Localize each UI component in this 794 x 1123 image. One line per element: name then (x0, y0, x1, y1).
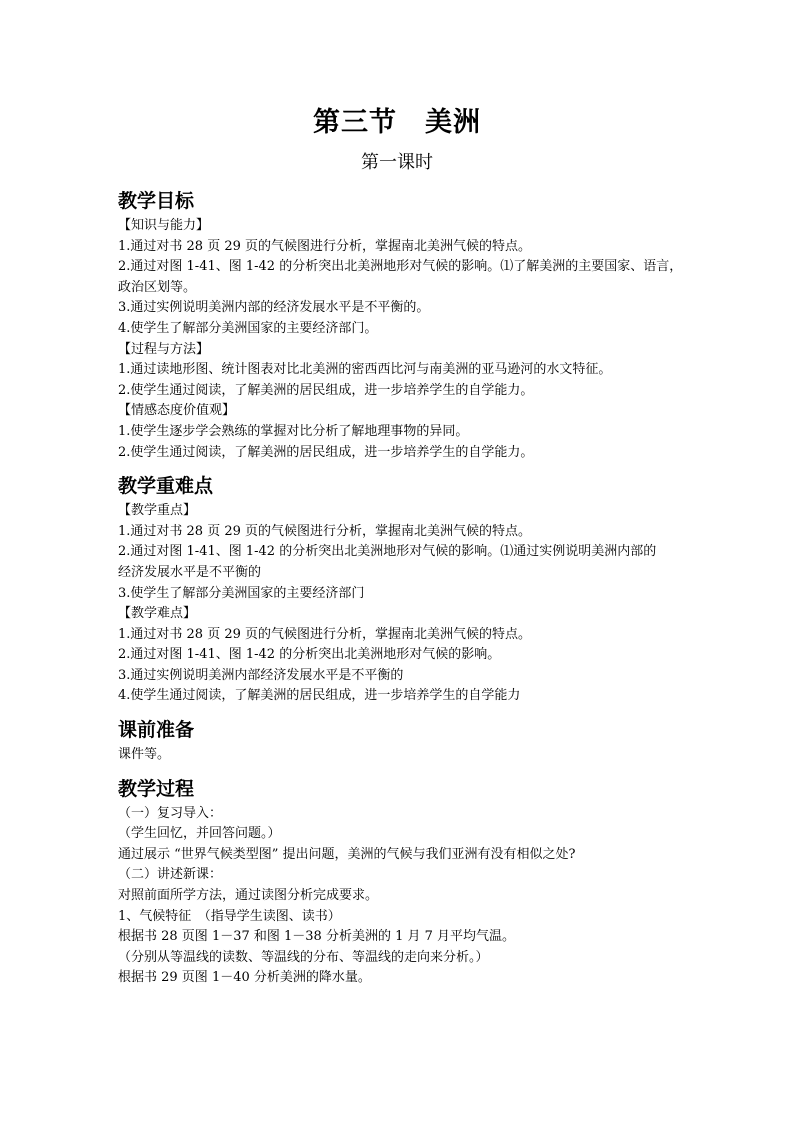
process-heading: 教学过程 (118, 777, 195, 800)
process-method-heading: 【过程与方法】 (118, 341, 210, 357)
preparation-heading: 课前准备 (118, 719, 195, 742)
focus-item-1: 1.通过对书 28 页 29 页的气候图进行分析，掌握南北美洲气候的特点。 (118, 523, 532, 539)
process-line-3: 通过展示 “世界气候类型图” 提出问题，美洲的气候与我们亚洲有没有相似之处? (118, 846, 576, 862)
attitude-item-2: 2.使学生通过阅读，了解美洲的居民组成，进一步培养学生的自学能力。 (118, 444, 534, 460)
knowledge-item-4: 4.使学生了解部分美洲国家的主要经济部门。 (118, 320, 378, 336)
document-body (118, 186, 688, 989)
key-points-heading: 教学重难点 (118, 475, 214, 498)
process-line-5: 对照前面所学方法，通过读图分析完成要求。 (118, 888, 379, 904)
focus-item-2: 2.通过对图 1-41、图 1-42 的分析突出北美洲地形对气候的影响。⑴通过实例说明美洲内部的 (118, 544, 657, 560)
difficulty-item-2: 2.通过对图 1-41、图 1-42 的分析突出北美洲地形对气候的影响。 (118, 647, 501, 663)
page-subtitle: 第一课时 (361, 152, 433, 173)
preparation-text: 课件等。 (118, 747, 171, 763)
knowledge-heading: 【知识与能力】 (118, 218, 210, 233)
process-line-7: 根据书 28 页图 1－37 和图 1－38 分析美洲的 1 月 7 月平均气温。 (118, 929, 516, 945)
process-method-item-2: 2.使学生通过阅读，了解美洲的居民组成，进一步培养学生的自学能力。 (118, 382, 534, 398)
process-line-9: 根据书 29 页图 1－40 分析美洲的降水量。 (118, 970, 371, 986)
focus-item-2-cont: 经济发展水平是不平衡的 (118, 564, 262, 580)
difficulty-item-4: 4.使学生通过阅读，了解美洲的居民组成，进一步培养学生的自学能力 (118, 688, 521, 704)
knowledge-item-3: 3.通过实例说明美洲内部的经济发展水平是不平衡的。 (118, 300, 430, 316)
focus-item-3: 3.使学生了解部分美洲国家的主要经济部门 (118, 585, 365, 601)
attitude-heading: 【情感态度价值观】 (118, 403, 236, 419)
process-line-6: 1、气候特征 （指导学生读图、读书） (118, 908, 341, 924)
difficulty-item-3: 3.通过实例说明美洲内部经济发展水平是不平衡的 (118, 667, 404, 683)
difficulty-item-1: 1.通过对书 28 页 29 页的气候图进行分析，掌握南北美洲气候的特点。 (118, 626, 532, 642)
focus-heading: 【教学重点】 (118, 503, 197, 519)
knowledge-item-1: 1.通过对书 28 页 29 页的气候图进行分析，掌握南北美洲气候的特点。 (118, 238, 532, 254)
process-line-2: （学生回忆，并回答问题。） (118, 826, 281, 842)
process-line-1: （一）复习导入： (118, 805, 223, 821)
process-line-8: （分别从等温线的读数、等温线的分布、等温线的走向来分析。） (118, 949, 489, 965)
difficulty-heading: 【教学难点】 (118, 606, 197, 622)
objectives-heading: 教学目标 (118, 190, 195, 212)
page-title: 第三节 美洲 (313, 107, 481, 138)
knowledge-item-2: 2.通过对图 1-41、图 1-42 的分析突出北美洲地形对气候的影响。⑴了解美洲的主要国家、语言，政治区划等。 (118, 259, 683, 295)
attitude-item-1: 1.使学生逐步学会熟练的掌握对比分析了解地理事物的异同。 (118, 423, 469, 439)
process-line-4: （二）讲述新课： (118, 867, 223, 883)
process-method-item-1: 1.通过读地形图、统计图表对比北美洲的密西西比河与南美洲的亚马逊河的水文特征。 (118, 362, 612, 378)
